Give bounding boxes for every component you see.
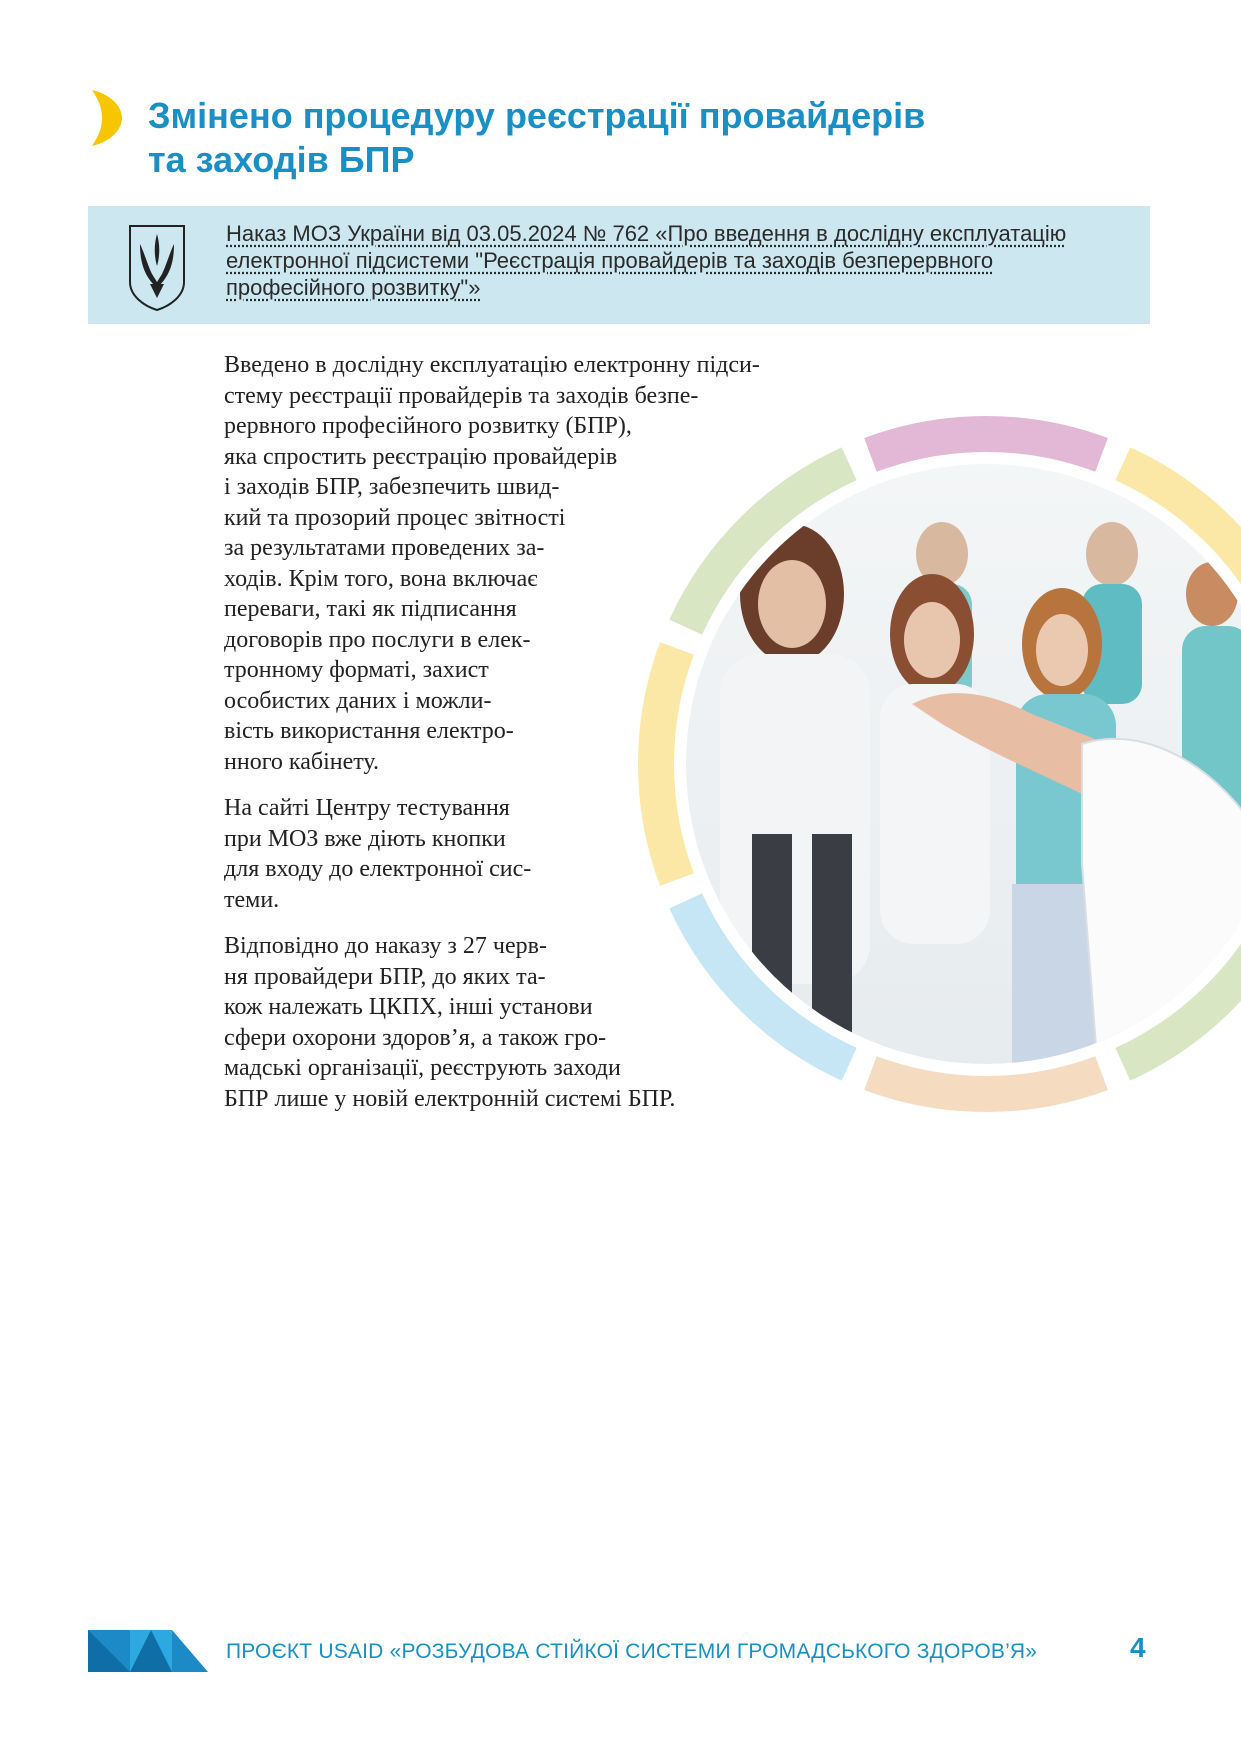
text-line: БПР лише у новій електронній системі БПР.	[224, 1085, 676, 1112]
text-line: при МОЗ вже діють кнопки	[224, 825, 506, 852]
usaid-project-logo	[88, 1630, 208, 1672]
paragraph-1	[224, 350, 760, 777]
ring-segment	[870, 434, 1101, 455]
text-line: мадські організації, реєструють заходи	[224, 1055, 621, 1081]
text-line: На сайті Центру тестування	[224, 795, 510, 821]
text-line: теми.	[224, 886, 280, 913]
text-line: за результатами проведених за-	[224, 535, 545, 561]
text-line: особистих даних і можли-	[224, 687, 492, 714]
text-line: тронному форматі, захист	[224, 657, 489, 683]
text-line: для входу до електронної сис-	[224, 856, 532, 882]
text-line: сфери охорони здоров’я, а також гро-	[224, 1024, 607, 1051]
text-line: договорів про послуги в елек-	[224, 626, 531, 653]
order-banner	[88, 206, 1150, 324]
page-title-line: Змінено процедуру реєстрації провайдерів	[148, 95, 926, 136]
paragraph-2	[224, 793, 760, 915]
text-line: і заходів БПР, забезпечить швид-	[224, 474, 560, 500]
text-line: рервного професійного розвитку (БПР),	[224, 413, 632, 439]
text-line: нного кабінету.	[224, 748, 380, 775]
ring-segment	[870, 1073, 1101, 1094]
coat-of-arms-icon	[126, 222, 188, 312]
paragraph-3	[224, 931, 760, 1114]
text-line: кий та прозорий процес звітності	[224, 504, 566, 531]
text-line: ня провайдери БПР, до яких та-	[224, 963, 546, 990]
text-line: ходів. Крім того, вона включає	[224, 565, 538, 592]
order-link-line: Наказ МОЗ України від 03.05.2024 № 762 «Про введення в дослідну експлуатацію	[226, 221, 1067, 246]
text-line: переваги, такі як підписання	[224, 596, 517, 622]
page-number: 4	[1130, 1632, 1146, 1663]
text-line: Введено в дослідну експлуатацію електронну підси-	[224, 352, 760, 378]
text-line: кож належать ЦКПХ, інші установи	[224, 994, 593, 1020]
order-link[interactable]	[226, 220, 1126, 301]
order-link-line: електронної підсистеми "Реєстрація провайдерів та заходів безперервного	[226, 248, 994, 273]
text-line: Відповідно до наказу з 27 черв-	[224, 933, 547, 959]
text-line: стему реєстрації провайдерів та заходів безпе-	[224, 382, 699, 409]
text-line: яка спростить реєстрацію провайдерів	[224, 443, 618, 470]
body-text	[224, 350, 760, 1130]
page-title	[148, 94, 1048, 182]
order-link-line: професійного розвитку"»	[226, 275, 481, 300]
page-title-line: та заходів БПР	[148, 139, 415, 180]
section-marker-icon	[90, 88, 124, 148]
text-line: вість використання електро-	[224, 718, 514, 744]
footer-project-name: ПРОЄКТ USAID «РОЗБУДОВА СТІЙКОЇ СИСТЕМИ ГРОМАДСЬКОГО ЗДОРОВ’Я»	[226, 1640, 1038, 1663]
